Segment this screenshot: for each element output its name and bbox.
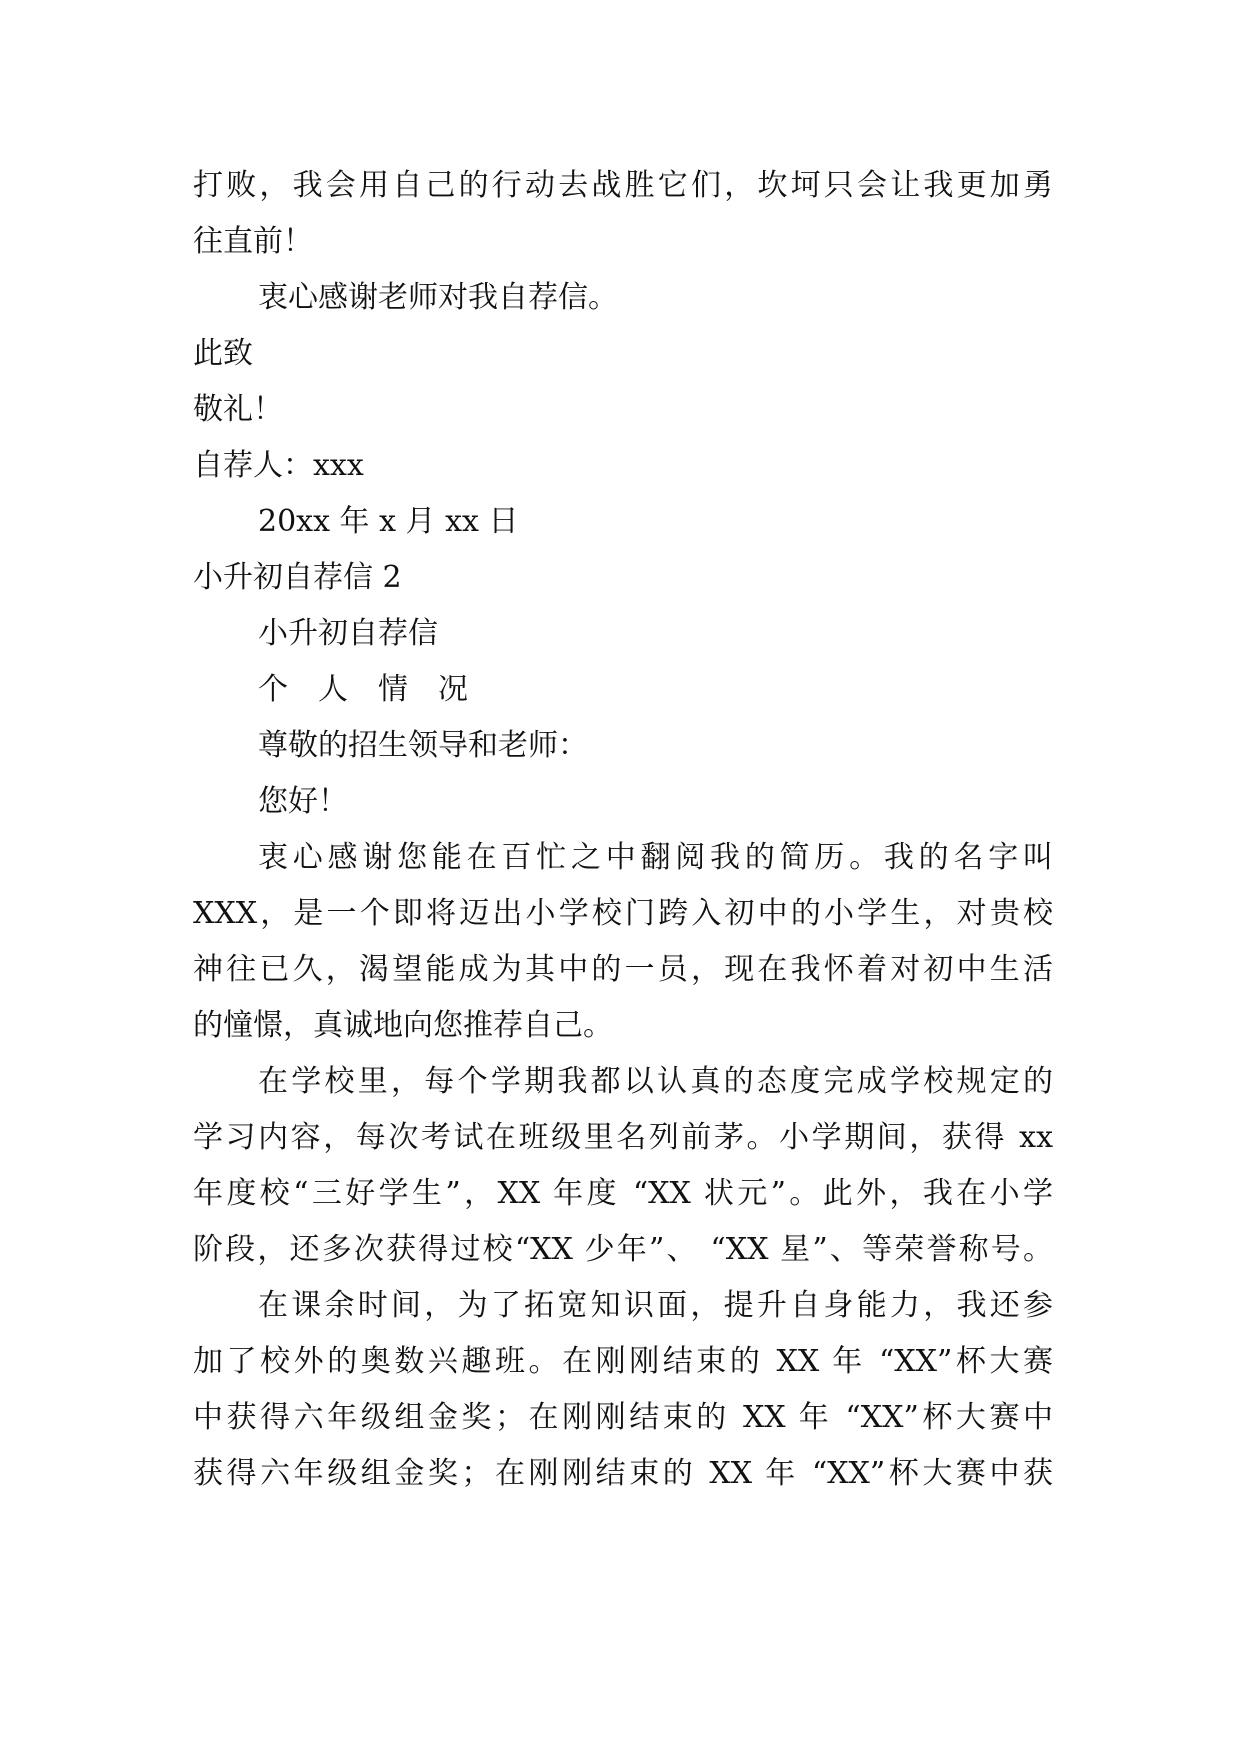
paragraph-line: 往直前！ [193,224,313,259]
paragraph-line: 在学校里，每个学期我都以认真的态度完成学校规定的 [258,1064,1053,1099]
paragraph-line: 神往已久，渴望能成为其中的一员，现在我怀着对初中生活 [193,952,1053,987]
paragraph-line: 衷心感谢老师对我自荐信。 [258,280,618,315]
paragraph-line: 打败，我会用自己的行动去战胜它们，坎坷只会让我更加勇 [193,168,1053,203]
greeting: 您好！ [258,784,348,819]
paragraph-line: 年度校“三好学生”，XX 年度 “XX 状元”。此外，我在小学 [193,1176,1053,1211]
date-line: 20xx 年 x 月 xx 日 [258,504,519,539]
section-heading: 小升初自荐信 2 [193,560,402,595]
closing-salutation: 此致 [193,336,253,371]
closing-salutation: 敬礼！ [193,392,283,427]
paragraph-line: 在课余时间，为了拓宽知识面，提升自身能力，我还参 [258,1288,1053,1323]
paragraph-line: 获得六年级组金奖；在刚刚结束的 XX 年 “XX”杯大赛中获 [193,1456,1053,1491]
paragraph-line: 衷心感谢您能在百忙之中翻阅我的简历。我的名字叫 [258,840,1053,875]
signature-line: 自荐人：xxx [193,448,364,483]
paragraph-line: 的憧憬，真诚地向您推荐自己。 [193,1008,613,1043]
paragraph-line: 学习内容，每次考试在班级里名列前茅。小学期间，获得 xx [193,1120,1053,1155]
paragraph-line: 中获得六年级组金奖；在刚刚结束的 XX 年 “XX”杯大赛中 [193,1400,1053,1435]
paragraph-line: 加了校外的奥数兴趣班。在刚刚结束的 XX 年 “XX”杯大赛 [193,1344,1053,1379]
paragraph-line: XXX，是一个即将迈出小学校门跨入初中的小学生，对贵校 [193,896,1053,931]
letter-title: 小升初自荐信 [258,616,438,651]
salutation: 尊敬的招生领导和老师： [258,728,588,763]
subheading: 个 人 情 况 [258,672,468,707]
paragraph-line: 阶段，还多次获得过校“XX 少年”、 “XX 星”、等荣誉称号。 [193,1232,1053,1267]
